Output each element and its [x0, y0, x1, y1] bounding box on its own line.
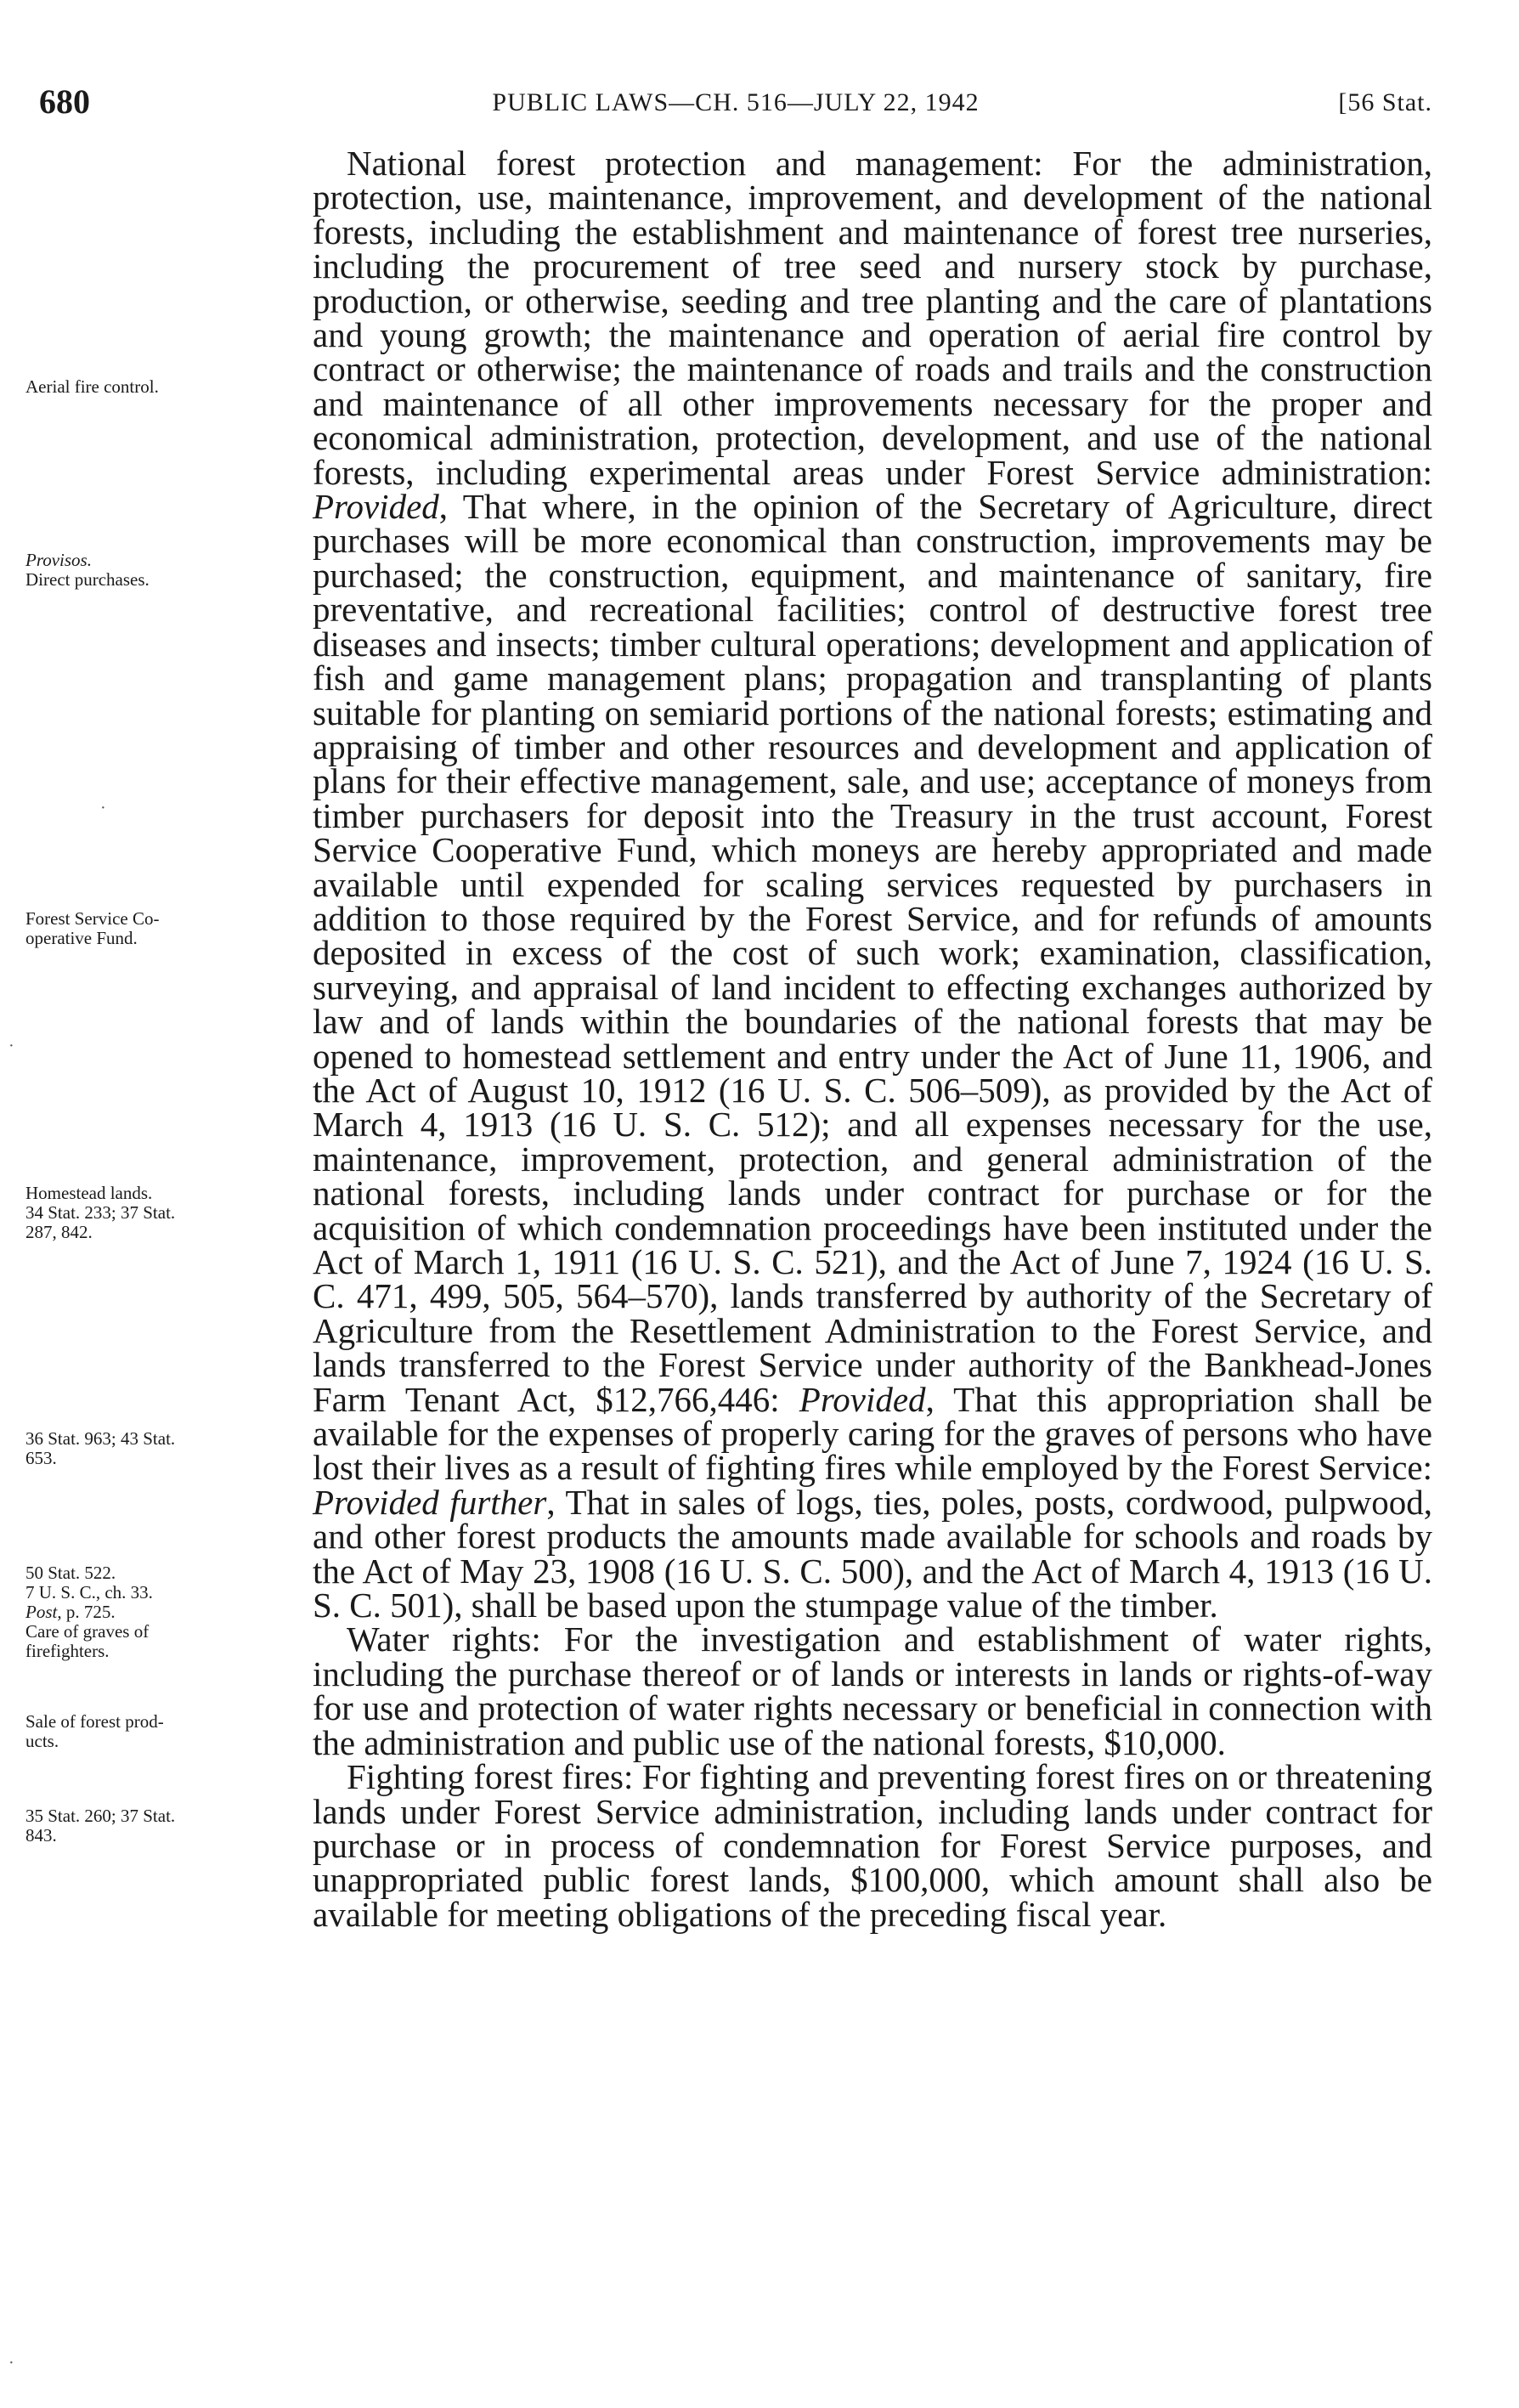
margin-note-aerial-fire-control: [25, 377, 289, 397]
text-run: Water rights: For the investigation and establishment of water rights, including the purchase thereof or of lands or interests in lands or rights-of-way for use and protection of water rights necessary or beneficial in connection with the administration and public use of the national forests, $10,000.: [313, 1619, 1432, 1762]
text-run: , p. 725.: [57, 1602, 116, 1622]
text-run: 34 Stat. 233; 37 Stat.: [25, 1202, 176, 1223]
italic-term: Provided: [799, 1379, 926, 1419]
italic-term: Provisos.: [25, 550, 92, 570]
margin-note-line: [25, 909, 289, 929]
italic-term: Provided: [313, 487, 439, 527]
margin-note-firefighters-graves: [25, 1563, 289, 1661]
text-run: 50 Stat. 522.: [25, 1563, 116, 1583]
text-run: firefighters.: [25, 1641, 110, 1661]
text-run: Homestead lands.: [25, 1183, 153, 1203]
margin-note-line: [25, 1184, 289, 1203]
margin-note-line: [25, 1622, 289, 1642]
body-text: [313, 144, 1432, 1934]
italic-term: Provided further: [313, 1482, 547, 1522]
statute-reference: [56 Stat.: [1338, 88, 1432, 116]
margin-note-cooperative-fund: [25, 909, 289, 948]
text-run: 287, 842.: [25, 1222, 93, 1242]
text-run: 843.: [25, 1825, 57, 1846]
margin-note-line: [25, 551, 289, 570]
running-title: PUBLIC LAWS—CH. 516—JULY 22, 1942: [492, 88, 980, 116]
text-run: 653.: [25, 1448, 57, 1468]
margin-note-line: [25, 377, 289, 397]
margin-note-line: [25, 929, 289, 948]
text-run: Forest Service Co-: [25, 908, 160, 929]
text-run: , That this appropriation shall be available for the expenses of properly caring for the graves of persons who have lost their lives as a result of fighting fires while employed by the Forest Service:: [313, 1379, 1432, 1488]
text-run: Care of graves of: [25, 1621, 150, 1642]
page-dot: ·: [8, 1037, 14, 1055]
margin-note-line: [25, 1203, 289, 1223]
margin-note-line: [25, 1563, 289, 1583]
text-run: 35 Stat. 260; 37 Stat.: [25, 1806, 176, 1826]
margin-note-line: [25, 570, 289, 590]
margin-note-line: [25, 1429, 289, 1449]
paragraph: [313, 144, 1432, 1625]
margin-note-line: [25, 1449, 289, 1468]
text-run: 36 Stat. 963; 43 Stat.: [25, 1428, 176, 1449]
text-run: Aerial fire control.: [25, 376, 159, 397]
text-run: 7 U. S. C., ch. 33.: [25, 1582, 153, 1603]
margin-note-line: [25, 1826, 289, 1846]
page-dot: ·: [100, 799, 106, 817]
margin-note-line: [25, 1712, 289, 1732]
page-dot: ·: [8, 2354, 14, 2372]
text-run: operative Fund.: [25, 928, 138, 948]
text-run: National forest protection and management: For the administration, protection, use, maintenance, improvement, and development of the national forests, including the establishment and maintenance of forest tree nurseries, including the procurement of tree seed and nursery stock by purchase, production, or otherwise, seeding and tree planting and the care of plantations and young growth; the maintenance and operation of aerial fire control by contract or otherwise; the maintenance of roads and trails and the construction and maintenance of all other improvements necessary for the proper and economical administration, protection, development, and use of the national forests, including experimental areas under Forest Service administration:: [313, 144, 1432, 492]
margin-note-stat-citation: [25, 1429, 289, 1468]
paragraph: [313, 1619, 1432, 1762]
margin-note-line: [25, 1642, 289, 1661]
text-run: Sale of forest prod-: [25, 1711, 164, 1732]
text-run: , That in sales of logs, ties, poles, posts, cordwood, pulpwood, and other forest products the amounts made available for schools and roads by the Act of May 23, 1908 (16 U. S. C. 500), and the Act of March 4, 1913 (16 U. S. C. 501), shall be based upon the stumpage value of the timber.: [313, 1482, 1432, 1625]
page-header: [39, 82, 1432, 124]
text-run: , That where, in the opinion of the Secretary of Agriculture, direct purchases will be more economical than construction, improvements may be purchased; the construction, equipment, and maintenance of sanitary, fire preventative, and recreational facilities; control of destructive forest tree diseases and insects; timber cultural operations; development and application of fish and game management plans; propagation and transplanting of plants suitable for planting on semiarid portions of the national forests; estimating and appraising of timber and other resources and development and application of plans for their effective management, sale, and use; acceptance of moneys from timber purchasers for deposit into the Treasury in the trust account, Forest Service Cooperative Fund, which moneys are hereby appropriated and made available until expended for scaling services requested by purchasers in addition to those required by the Forest Service, and for refunds of amounts deposited in excess of the cost of such work; examination, classification, surveying, and appraisal of land incident to effecting exchanges authorized by law and of lands within the boundaries of the national forests that may be opened to homestead settlement and entry under the Act of June 11, 1906, and the Act of August 10, 1912 (16 U. S. C. 506–509), as provided by the Act of March 4, 1913 (16 U. S. C. 512); and all expenses necessary for the use, maintenance, improvement, protection, and general administration of the national forests, including lands under contract for purchase or for the acquisition of which condemnation proceedings have been instituted under the Act of March 1, 1911 (16 U. S. C. 521), and the Act of June 7, 1924 (16 U. S. C. 471, 499, 505, 564–570), lands transferred by authority of the Secretary of Agriculture from the Resettlement Administration to the Forest Service, and lands transferred to the Forest Service under authority of the Bankhead-Jones Farm Tenant Act, $12,766,446:: [313, 487, 1432, 1419]
margin-note-forest-products: [25, 1712, 289, 1751]
text-run: Direct purchases.: [25, 569, 150, 590]
margin-note-line: [25, 1806, 289, 1826]
text-run: Fighting forest fires: For fighting and preventing forest fires on or threatening lands under Forest Service administration, including lands under contract for purchase or in process of condemnation for Forest Service purposes, and unappropriated public forest lands, $100,000, which amount shall also be available for meeting obligations of the preceding fiscal year.: [313, 1757, 1432, 1934]
paragraph: [313, 1757, 1432, 1934]
page-number: 680: [39, 82, 90, 121]
italic-term: Post: [25, 1602, 58, 1622]
margin-note-homestead-lands: [25, 1184, 289, 1242]
text-run: ucts.: [25, 1731, 59, 1751]
margin-note-line: [25, 1732, 289, 1751]
margin-note-line: [25, 1223, 289, 1242]
margin-note-line: [25, 1603, 289, 1622]
margin-note-line: [25, 1583, 289, 1603]
margin-note-stat-citation-2: [25, 1806, 289, 1846]
margin-note-provisos: [25, 551, 289, 590]
